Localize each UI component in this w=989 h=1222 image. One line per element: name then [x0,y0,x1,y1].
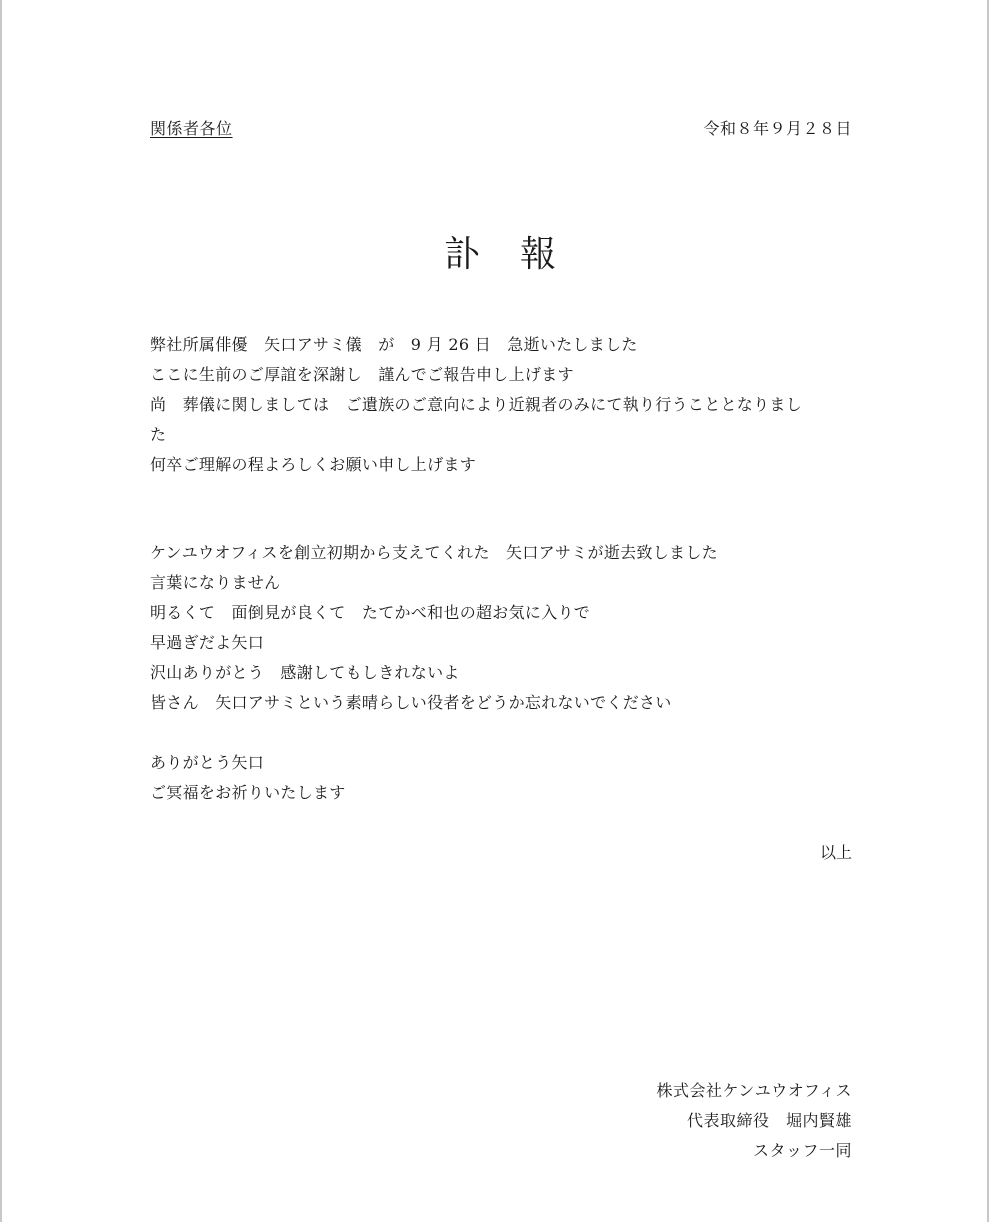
page-border-left [0,0,2,1222]
message-line: 皆さん 矢口アサミという素晴らしい役者をどうか忘れないでください [150,693,672,712]
farewell-section [150,748,852,808]
document-body [150,330,852,808]
announcement-line: 何卒ご理解の程よろしくお願い申し上げます [150,455,477,474]
closing-mark: 以上 [819,843,852,862]
section-spacer [150,718,852,748]
company-name: 株式会社ケンユウオフィス [656,1081,852,1100]
farewell-line: ご冥福をお祈りいたします [150,783,346,802]
message-line: 沢山ありがとう 感謝してもしきれないよ [150,663,460,682]
document-date: 令和８年９月２８日 [703,119,852,138]
signature-block [657,1076,852,1166]
document-page [150,0,852,1222]
representative-name: 代表取締役 堀内賢雄 [686,1111,852,1130]
message-line: 明るくて 面倒見が良くて たてかべ和也の超お気に入りで [150,603,591,622]
announcement-line: ここに生前のご厚誼を深謝し 謹んでご報告申し上げます [150,365,574,384]
announcement-line: た [150,425,167,444]
document-title: 訃 報 [443,234,558,275]
announcement-line: 尚 葬儀に関しましては ご遺族のご意向により近親者のみにて執り行うこととなりまし [150,395,803,414]
message-line: ケンユウオフィスを創立初期から支えてくれた 矢口アサミが逝去致しました [150,543,718,562]
section-spacer [150,480,852,538]
farewell-line: ありがとう矢口 [150,753,265,772]
message-line: 言葉になりません [150,573,281,592]
announcement-section [150,330,852,480]
announcement-line: 弊社所属俳優 矢口アサミ儀 が 9 月 26 日 急逝いたしました [150,335,638,354]
message-line: 早過ぎだよ矢口 [150,633,265,652]
addressee: 関係者各位 [150,119,233,138]
message-section [150,538,852,718]
staff-signature: スタッフ一同 [752,1141,852,1160]
